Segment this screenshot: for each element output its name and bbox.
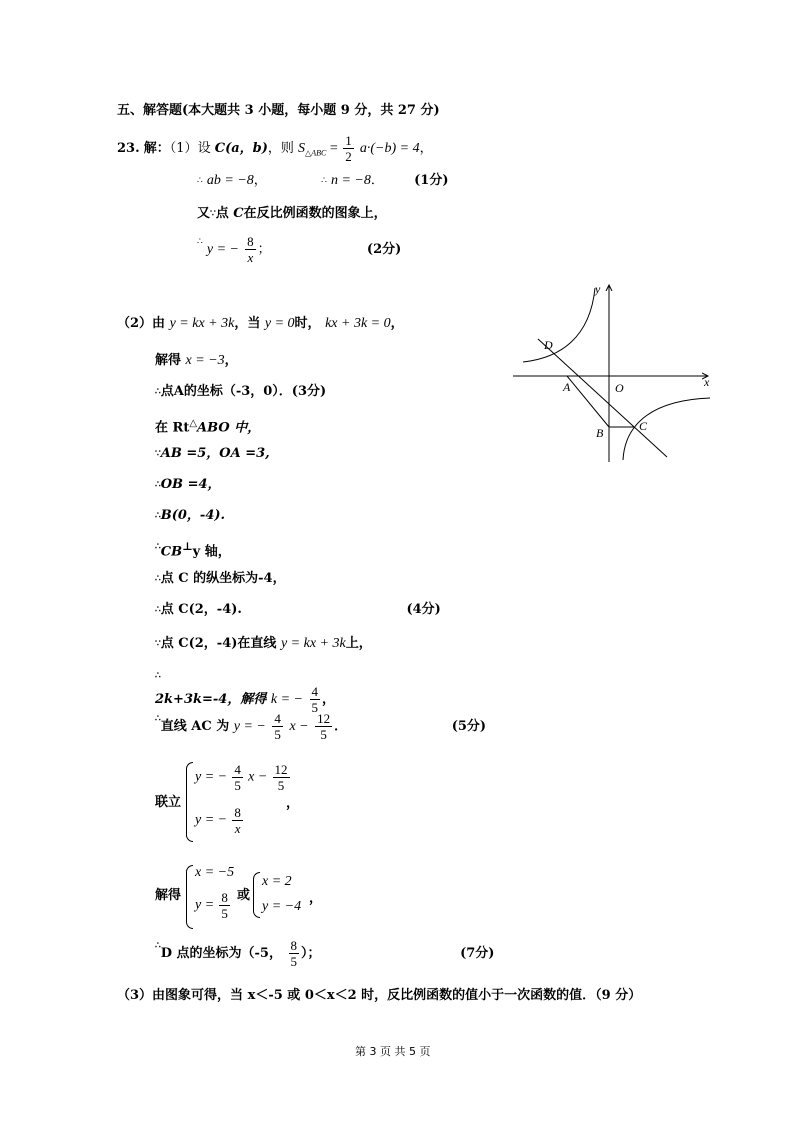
p2-line-10 [155,602,441,618]
fraction-half-den: 2 [345,149,352,164]
sys2-frac-den: x [234,821,241,836]
sys1-frac-2 [273,762,290,793]
y-axis-text: y 轴， [192,544,231,560]
p2-line-5 [155,446,270,462]
in-rt: 在 Rt [155,420,190,436]
label-y: y [595,282,601,296]
d-tail: ）； [301,946,321,961]
score-1: (1分) [414,173,449,188]
hyperbola-branch-upper-left [523,288,595,362]
ac-frac-1-den: 5 [274,727,281,742]
lianli-label: 联立 [155,795,182,810]
solution-a-y [195,890,232,921]
p2-jiede: 解得 [155,353,182,368]
ac-frac-1-num: 4 [274,711,281,726]
c-on-line-eq: y = kx + 3k [280,636,346,651]
score-7: (7分) [460,946,495,961]
score-2: (2分) [366,242,402,257]
fraction-half [343,133,354,164]
area-eq: = [326,141,342,156]
sol-a-frac-num: 8 [221,890,228,905]
p2-line-3 [155,384,326,400]
point-c-coordinate: 点 C(2，-4). [160,602,242,617]
sys1-frac-1 [232,762,243,793]
c-on-line: 点 C(2，-4)在直线 [160,636,277,651]
fraction-8-num: 8 [247,234,254,249]
d-frac-num: 8 [290,938,298,953]
p2-line-d [155,938,494,978]
label-x: x [704,375,710,389]
system-1-brace [186,762,193,842]
area-rest: a·(−b) = 4 [359,141,420,156]
p2-comma: ， [390,316,404,331]
p2-shi: 时， [294,316,321,331]
k-fraction-den: 5 [311,700,319,715]
sol-b-x: x = 2 [262,874,292,889]
line-ac-label: 直线 AC 为 [160,719,230,734]
semicolon: ； [257,242,271,257]
fraction-half-num: 1 [345,133,352,148]
ac-frac-2-den: 5 [320,727,327,742]
ob-value: OB =4， [160,477,221,492]
p2-line-2 [155,353,238,369]
p2-y0: y = 0 [264,316,295,331]
sys1-a: y = − [195,769,228,785]
because-symbol: ∵ [210,209,216,219]
fraction-8-over-x [245,234,256,265]
ac-dot: ． [334,719,348,734]
fraction-8-den: x [247,250,254,265]
p2-line-13 [155,711,486,751]
score-4: (4分) [406,602,441,617]
d-point-text: D 点的坐标为（-5， [160,946,282,961]
therefore-symbol: ∴ [155,671,161,681]
therefore-symbol: ∴ [155,574,161,584]
therefore-symbol: ∴ [155,941,161,951]
therefore-symbol: ∴ [155,714,161,724]
sys2-a: y = − [195,812,228,828]
q23-part1-label: （1） [169,141,198,156]
area-subscript: △ABC [305,148,327,158]
system-1-row-1 [195,762,292,793]
ac-frac-1 [272,711,283,742]
q23-line-3 [197,206,387,222]
sys1-frac-2-den: 5 [277,778,285,793]
p2-line-1 [117,316,404,332]
therefore-symbol: ∴ [155,480,161,490]
c-ordinate: 点 C 的纵坐标为-4， [160,571,286,586]
q23-line-2 [197,173,449,189]
solution-b-x [262,873,292,890]
sys2-frac-num: 8 [234,805,241,820]
k-eq: k = − [270,692,303,707]
q23-tail-comma: ， [419,141,433,156]
p2-line-8 [155,539,231,560]
point-c-letter: C [233,206,244,221]
sol-b-y: y = −4 [262,899,302,914]
p2-eq1: y = kx + 3k [169,316,235,331]
label-o: O [615,381,624,395]
ac-y: y = − [233,719,266,734]
segment-ab [567,376,609,427]
eq-n-dot: ． [370,173,384,188]
q23-she: 设 [197,141,211,156]
p2-line-11 [155,636,372,652]
label-c: C [639,419,648,433]
p2-comma2: ， [224,353,238,368]
p2-x-neg3: x = −3 [185,353,225,368]
sys1-comma: ， [286,796,300,811]
solve-k-text: 2k+3k=-4，解得 [155,692,267,707]
ab-oa-values: AB =5，OA =3, [160,446,270,461]
perpendicular-symbol: ⊥ [182,540,193,553]
page-footer: 第 3 页 共 5 页 [355,1045,431,1058]
q23-number: 23. [117,141,140,156]
solution-b-y [262,898,301,915]
eq-ab-comma: ， [253,173,267,188]
sol-a-x: x = −5 [195,865,235,880]
ac-frac-2-num: 12 [317,711,331,726]
label-b: B [596,426,604,440]
therefore-symbol: ∴ [155,542,161,552]
sol-a-frac-den: 5 [221,906,228,921]
therefore-symbol: ∴ [197,237,203,247]
p2-line-9 [155,571,286,587]
point-text: 点 [215,206,229,221]
c-on-line-tail: 上， [345,636,372,651]
point-a-coordinate: 点A的坐标（-3，0）．(3分) [160,384,327,399]
sys1-frac-1-num: 4 [234,762,241,777]
you-text: 又 [197,206,211,221]
therefore-symbol: ∴ [155,511,161,521]
solution-a-brace [186,865,193,929]
p2-label: （2）由 [117,316,166,331]
on-curve-text: 在反比例函数的图象上， [243,206,387,221]
eq-ab: ab = −8 [206,173,254,188]
q23-point-c-ab: C(a，b) [214,141,268,156]
section-title: 五、解答题(本大题共 3 小题，每小题 9 分，共 27 分) [117,103,440,118]
eq-y-neg: y = − [206,242,239,257]
q23-line-1 [117,133,433,173]
triangle-abo: ABO 中， [197,420,261,436]
therefore-symbol: ∴ [155,387,161,397]
k-comma: ， [322,692,336,707]
p2-eq2: kx + 3k = 0 [325,316,391,331]
jiede-2-label: 解得 [155,888,182,903]
sys1-b: x − [248,769,268,785]
d-frac [289,938,300,969]
label-a: A [563,380,571,394]
solution-b-brace [253,872,260,918]
k-fraction-num: 4 [311,684,319,699]
sys1-frac-1-den: 5 [234,778,241,793]
q23-solution-label: 解： [143,141,170,156]
q23-line-4 [197,234,401,265]
solution-a-x [195,864,234,881]
p2-line-6 [155,477,221,493]
triangle-symbol: △ [189,418,198,429]
p2-dang: ，当 [234,316,261,331]
coordinate-graph [505,282,730,467]
q23-ze: ，则 [267,141,294,156]
point-b-coordinate: B(0，-4). [160,508,226,523]
p2-line-7 [155,508,225,524]
because-symbol: ∵ [155,449,161,459]
d-frac-den: 5 [290,954,298,969]
score-5: (5分) [451,719,487,734]
solution-comma: ， [309,891,323,906]
because-symbol: ∵ [155,639,161,649]
sys1-frac-2-num: 12 [274,762,288,777]
p3-line: （3）由图象可得，当 x＜-5 或 0＜x＜2 时，反比例函数的值小于一次函数的值．（9 分） [117,988,642,1003]
area-symbol: S [298,141,306,156]
p2-line-4 [155,416,260,436]
huo-text: 或 [237,888,251,903]
system-1-row-2 [195,805,245,836]
p2-line-12 [155,668,336,715]
sol-a-y: y = [195,897,215,913]
segment-cb: CB [160,544,183,560]
label-d: D [544,338,553,352]
sol-a-frac [219,890,230,921]
eq-n: n = −8 [330,173,371,188]
ac-mid: x − [289,719,309,734]
sys2-frac [232,805,243,836]
therefore-symbol: ∴ [197,176,203,186]
therefore-symbol: ∴ [321,176,327,186]
ac-frac-2 [315,711,332,742]
therefore-symbol: ∴ [155,605,161,615]
